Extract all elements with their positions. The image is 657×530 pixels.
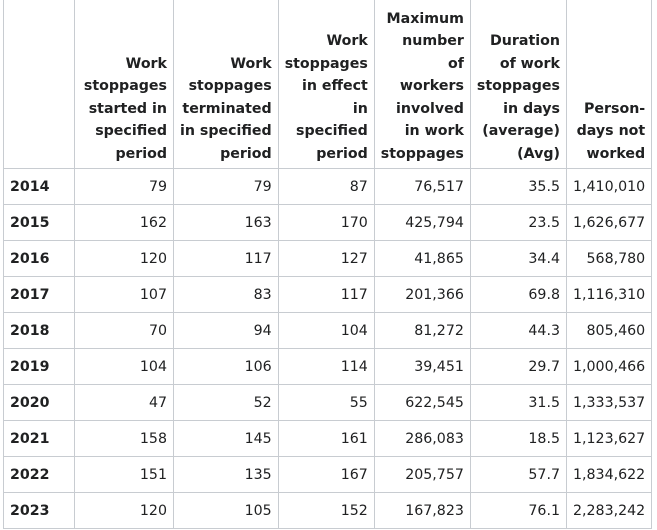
table-cell: 76,517 (374, 169, 470, 205)
table-cell: 167 (278, 457, 374, 493)
header-line: of work (499, 55, 560, 72)
header-terminated (174, 0, 279, 169)
table-cell: 120 (75, 493, 174, 529)
header-line: period (316, 145, 368, 162)
row-year-cell: 2014 (4, 169, 75, 205)
table-cell: 568,780 (566, 241, 651, 277)
table-cell: 70 (75, 313, 174, 349)
header-line: in specified (180, 123, 272, 139)
header-line: number (402, 33, 464, 49)
table-cell: 120 (75, 241, 174, 277)
table-cell: 1,626,677 (566, 205, 651, 241)
table-cell: 163 (174, 205, 279, 241)
row-year-cell: 2019 (4, 349, 75, 385)
table-cell: 44.3 (470, 313, 566, 349)
header-line: Work (125, 55, 167, 72)
row-year-cell: 2021 (4, 421, 75, 457)
table-row (4, 349, 652, 385)
header-line: started in (88, 100, 167, 117)
table-cell: 83 (174, 277, 279, 313)
header-in-effect (278, 0, 374, 169)
table-cell: 39,451 (374, 349, 470, 385)
header-line: period (220, 145, 272, 162)
table-cell: 104 (278, 313, 374, 349)
table-cell: 158 (75, 421, 174, 457)
table-cell: 135 (174, 457, 279, 493)
table-cell: 18.5 (470, 421, 566, 457)
table-cell: 117 (278, 277, 374, 313)
header-line: days not (576, 123, 646, 139)
table-cell: 1,000,466 (566, 349, 651, 385)
table-cell: 1,116,310 (566, 277, 651, 313)
table-cell: 1,410,010 (566, 169, 651, 205)
header-line: Duration (490, 33, 560, 49)
header-line: stoppages (284, 55, 368, 72)
table-cell: 1,123,627 (566, 421, 651, 457)
table-cell: 87 (278, 169, 374, 205)
table-cell: 76.1 (470, 493, 566, 529)
table-cell: 41,865 (374, 241, 470, 277)
header-line: stoppages (476, 78, 560, 94)
row-year-cell: 2023 (4, 493, 75, 529)
table-row (4, 169, 652, 205)
header-line: stoppages (83, 78, 167, 94)
header-max-workers (374, 0, 470, 169)
header-line: workers (399, 78, 464, 94)
table-row (4, 385, 652, 421)
table-cell: 47 (75, 385, 174, 421)
header-line: in days (503, 100, 560, 117)
table-cell: 69.8 (470, 277, 566, 313)
row-year-cell: 2017 (4, 277, 75, 313)
table-cell: 167,823 (374, 493, 470, 529)
header-line: (average) (482, 123, 560, 139)
header-line: stoppages (188, 78, 272, 94)
header-line: Maximum (386, 10, 464, 27)
table-cell: 205,757 (374, 457, 470, 493)
header-line: Work (230, 55, 272, 72)
row-year-cell: 2016 (4, 241, 75, 277)
work-stoppages-table (3, 0, 652, 529)
header-row (4, 0, 652, 169)
table-cell: 79 (75, 169, 174, 205)
row-year-cell: 2015 (4, 205, 75, 241)
table-cell: 114 (278, 349, 374, 385)
table-row (4, 241, 652, 277)
table-row (4, 277, 652, 313)
row-year-cell: 2020 (4, 385, 75, 421)
table-cell: 31.5 (470, 385, 566, 421)
header-person-days (566, 0, 651, 169)
table-cell: 127 (278, 241, 374, 277)
table-cell: 52 (174, 385, 279, 421)
table-cell: 622,545 (374, 385, 470, 421)
header-line: in work (404, 123, 464, 139)
table-row (4, 493, 652, 529)
header-line: (Avg) (517, 145, 560, 162)
header-started (75, 0, 174, 169)
table-cell: 105 (174, 493, 279, 529)
row-year-cell: 2022 (4, 457, 75, 493)
header-line: in (352, 100, 368, 117)
header-line: specified (296, 123, 368, 139)
header-year (4, 0, 75, 169)
row-year-cell: 2018 (4, 313, 75, 349)
header-duration (470, 0, 566, 169)
table-cell: 117 (174, 241, 279, 277)
table-cell: 425,794 (374, 205, 470, 241)
header-line: Work (326, 33, 368, 49)
header-line: period (115, 145, 167, 162)
header-line: in effect (301, 78, 368, 94)
header-line: involved (396, 100, 464, 117)
table-cell: 34.4 (470, 241, 566, 277)
table-cell: 151 (75, 457, 174, 493)
table-cell: 106 (174, 349, 279, 385)
table-cell: 35.5 (470, 169, 566, 205)
table-cell: 2,283,242 (566, 493, 651, 529)
table-row (4, 421, 652, 457)
table-cell: 79 (174, 169, 279, 205)
table-row (4, 457, 652, 493)
header-line: specified (95, 123, 167, 139)
table-cell: 57.7 (470, 457, 566, 493)
table-cell: 81,272 (374, 313, 470, 349)
table-cell: 162 (75, 205, 174, 241)
table-cell: 161 (278, 421, 374, 457)
table-cell: 29.7 (470, 349, 566, 385)
table-cell: 170 (278, 205, 374, 241)
header-line: worked (586, 145, 646, 162)
table-cell: 286,083 (374, 421, 470, 457)
table-cell: 107 (75, 277, 174, 313)
table-cell: 1,333,537 (566, 385, 651, 421)
table-cell: 201,366 (374, 277, 470, 313)
table-cell: 55 (278, 385, 374, 421)
table-cell: 145 (174, 421, 279, 457)
table-cell: 1,834,622 (566, 457, 651, 493)
header-line: terminated (182, 100, 272, 117)
header-line: of (447, 55, 464, 72)
table-cell: 152 (278, 493, 374, 529)
table-row (4, 313, 652, 349)
table-cell: 805,460 (566, 313, 651, 349)
table-cell: 94 (174, 313, 279, 349)
table-row (4, 205, 652, 241)
table-cell: 104 (75, 349, 174, 385)
header-line: Person- (584, 100, 646, 117)
header-line: stoppages (380, 145, 464, 162)
table-cell: 23.5 (470, 205, 566, 241)
